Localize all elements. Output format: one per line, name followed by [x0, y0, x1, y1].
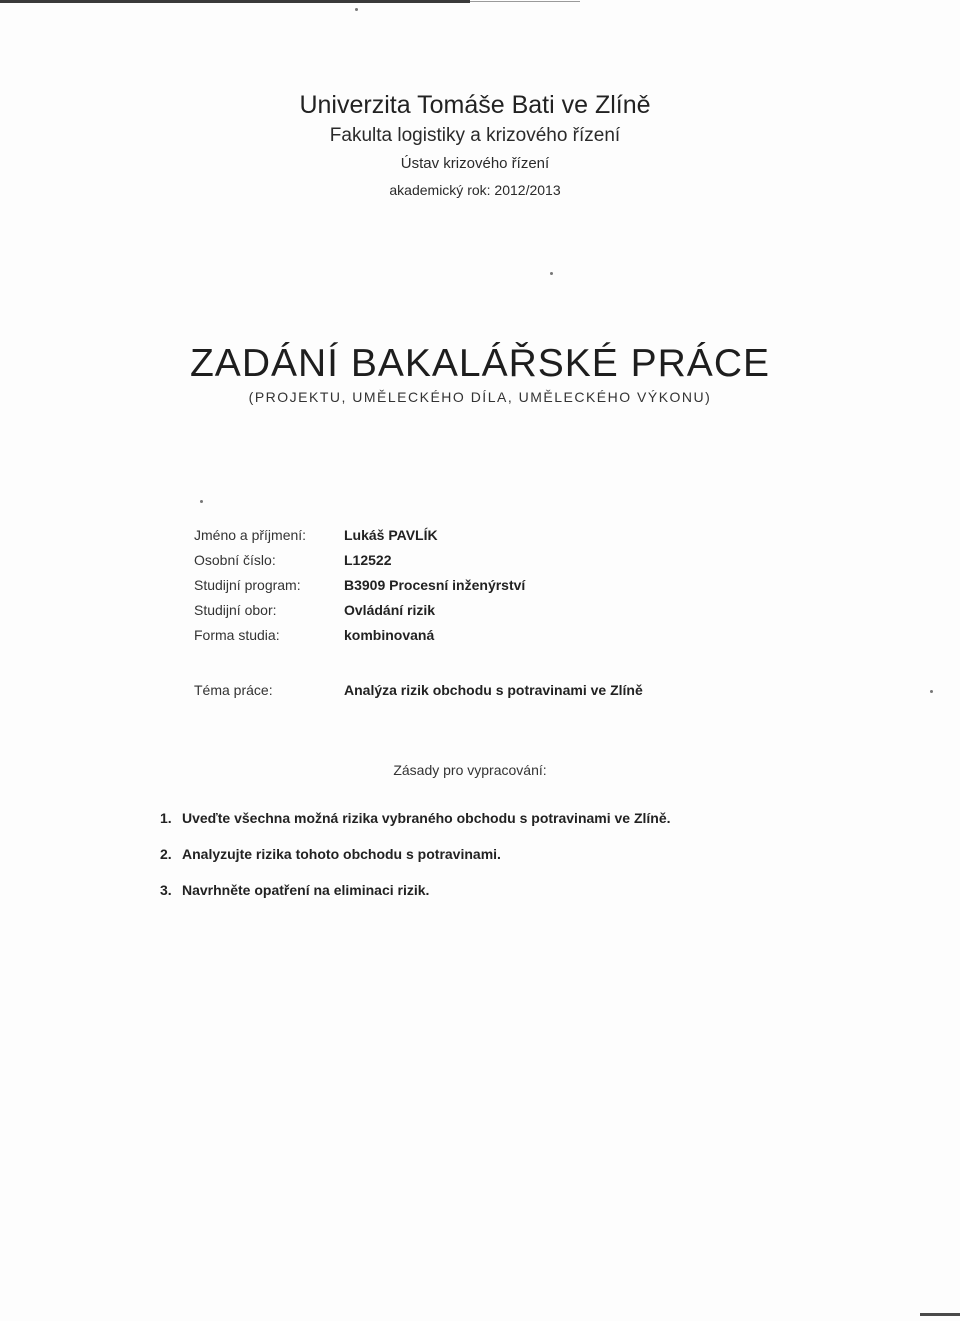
info-value: Ovládání rizik [344, 601, 436, 618]
thesis-topic-label: Téma práce: [194, 682, 273, 698]
info-row-personal-number [194, 547, 525, 572]
info-label: Studijní obor: [194, 601, 277, 618]
document-header [0, 88, 960, 202]
info-value: kombinovaná [344, 626, 435, 643]
info-value: Lukáš PAVLÍK [344, 526, 438, 543]
info-label: Jméno a příjmení: [194, 526, 307, 543]
document-title: ZADÁNÍ BAKALÁŘSKÉ PRÁCE [189, 342, 770, 385]
scan-artifact-top-faint-line [470, 1, 580, 2]
principles-heading: Zásady pro vypracování: [393, 762, 547, 778]
principles-list [160, 800, 780, 908]
info-value: B3909 Procesní inženýrství [344, 576, 526, 593]
scan-artifact-dot [930, 690, 933, 693]
list-item [160, 872, 780, 908]
scan-artifact-bottom-right-mark [920, 1313, 960, 1316]
info-row-study-field [194, 597, 525, 622]
info-row-study-form [194, 622, 525, 647]
thesis-topic-row [194, 678, 643, 702]
scan-artifact-dot [355, 8, 358, 11]
list-item-text: Analyzujte rizika tohoto obchodu s potravinami. [182, 846, 501, 862]
university-name: Univerzita Tomáše Bati ve Zlíně [299, 91, 651, 119]
thesis-topic-value: Analýza rizik obchodu s potravinami ve Zlíně [344, 682, 643, 698]
list-item-number: 2. [160, 846, 172, 862]
info-row-study-program [194, 572, 525, 597]
list-item-number: 3. [160, 882, 172, 898]
list-item-text: Navrhněte opatření na eliminaci rizik. [182, 882, 430, 898]
faculty-name: Fakulta logistiky a krizového řízení [329, 125, 621, 146]
student-info-table [194, 522, 525, 647]
info-label: Forma studia: [194, 626, 280, 643]
scan-artifact-top-line [0, 0, 470, 3]
scan-artifact-dot [550, 272, 553, 275]
info-value: L12522 [344, 551, 392, 568]
list-item [160, 836, 780, 872]
institute-name: Ústav krizového řízení [400, 155, 550, 172]
list-item-number: 1. [160, 810, 172, 826]
list-item [160, 800, 780, 836]
academic-year: akademický rok: 2012/2013 [389, 182, 561, 198]
document-title-block [0, 340, 960, 408]
info-label: Osobní číslo: [194, 551, 276, 568]
info-row-name [194, 522, 525, 547]
document-subtitle: (PROJEKTU, UMĚLECKÉHO DÍLA, UMĚLECKÉHO VÝKONU) [248, 389, 712, 405]
scan-artifact-dot [200, 500, 203, 503]
info-label: Studijní program: [194, 576, 301, 593]
list-item-text: Uveďte všechna možná rizika vybraného obchodu s potravinami ve Zlíně. [182, 810, 671, 826]
